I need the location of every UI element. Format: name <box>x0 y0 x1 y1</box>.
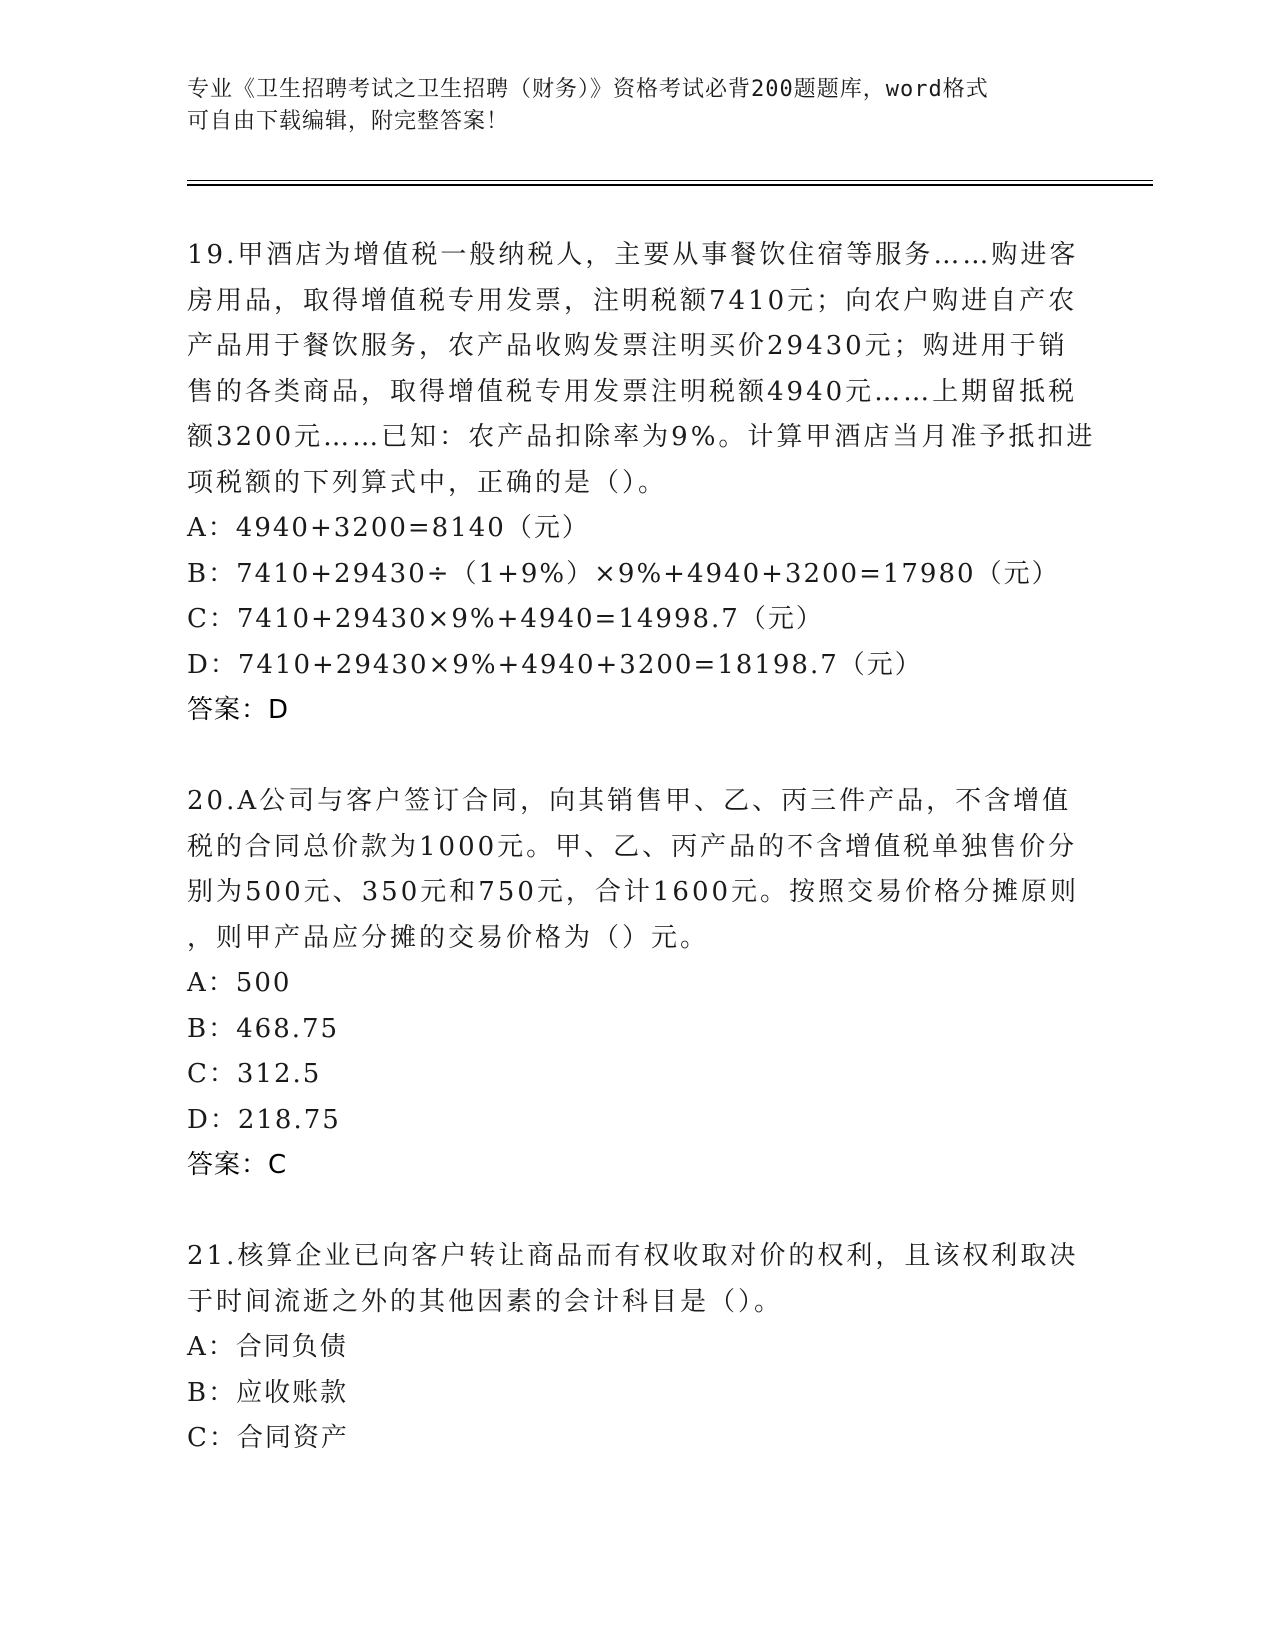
answer: 答案：C <box>187 1150 288 1180</box>
document-header <box>187 74 1067 138</box>
header-line: 可自由下载编辑，附完整答案！ <box>187 109 510 134</box>
stem-line: 税的合同总价款为1000元。甲、乙、丙产品的不含增值税单独售价分 <box>187 831 1078 862</box>
option-a: A：4940+3200=8140（元） <box>187 513 590 543</box>
question-stem <box>187 233 1096 506</box>
option-c: C：7410+29430×9%+4940=14998.7（元） <box>187 604 824 634</box>
stem-line: 项税额的下列算式中，正确的是（）。 <box>187 467 668 498</box>
stem-line: 产品用于餐饮服务，农产品收购发票注明买价29430元；购进用于销 <box>187 331 1068 361</box>
answer: 答案：D <box>187 695 290 725</box>
question-21 <box>187 1234 1087 1462</box>
header-line: 专业《卫生招聘考试之卫生招聘（财务）》资格考试必背200题题库，word格式 <box>187 77 989 102</box>
stem-line: 20.A公司与客户签订合同，向其销售甲、乙、丙三件产品，不含增值 <box>187 786 1072 816</box>
stem-line: ，则甲产品应分摊的交易价格为（）元。 <box>187 922 710 953</box>
stem-line: 于时间流逝之外的其他因素的会计科目是（）。 <box>187 1286 784 1317</box>
stem-line: 别为500元、350元和750元，合计1600元。按照交易价格分摊原则 <box>187 877 1080 907</box>
question-19 <box>187 233 1096 734</box>
option-b: B：7410+29430÷（1+9%）×9%+4940+3200=17980（元） <box>187 558 1060 589</box>
question-stem <box>187 1234 1087 1325</box>
option-b: B：应收账款 <box>187 1377 349 1408</box>
option-d: D：218.75 <box>187 1104 341 1135</box>
option-c: C：合同资产 <box>187 1423 349 1453</box>
option-b: B：468.75 <box>187 1013 340 1044</box>
stem-line: 额3200元……已知：农产品扣除率为9%。计算甲酒店当月准予抵扣进 <box>187 422 1096 452</box>
stem-line: 售的各类商品，取得增值税专用发票注明税额4940元……上期留抵税 <box>187 376 1078 407</box>
stem-line: 房用品，取得增值税专用发票，注明税额7410元；向农户购进自产农 <box>187 285 1078 316</box>
option-a: A：合同负债 <box>187 1332 348 1362</box>
header-divider <box>187 184 1153 186</box>
option-c: C：312.5 <box>187 1059 322 1089</box>
option-a: A：500 <box>187 968 292 998</box>
stem-line: 19.甲酒店为增值税一般纳税人，主要从事餐饮住宿等服务……购进客 <box>187 240 1079 270</box>
stem-line: 21.核算企业已向客户转让商品而有权收取对价的权利，且该权利取决 <box>187 1241 1079 1271</box>
question-stem <box>187 779 1087 961</box>
header-divider <box>187 180 1153 181</box>
option-d: D：7410+29430×9%+4940+3200=18198.7（元） <box>187 649 923 680</box>
question-20 <box>187 779 1087 1189</box>
